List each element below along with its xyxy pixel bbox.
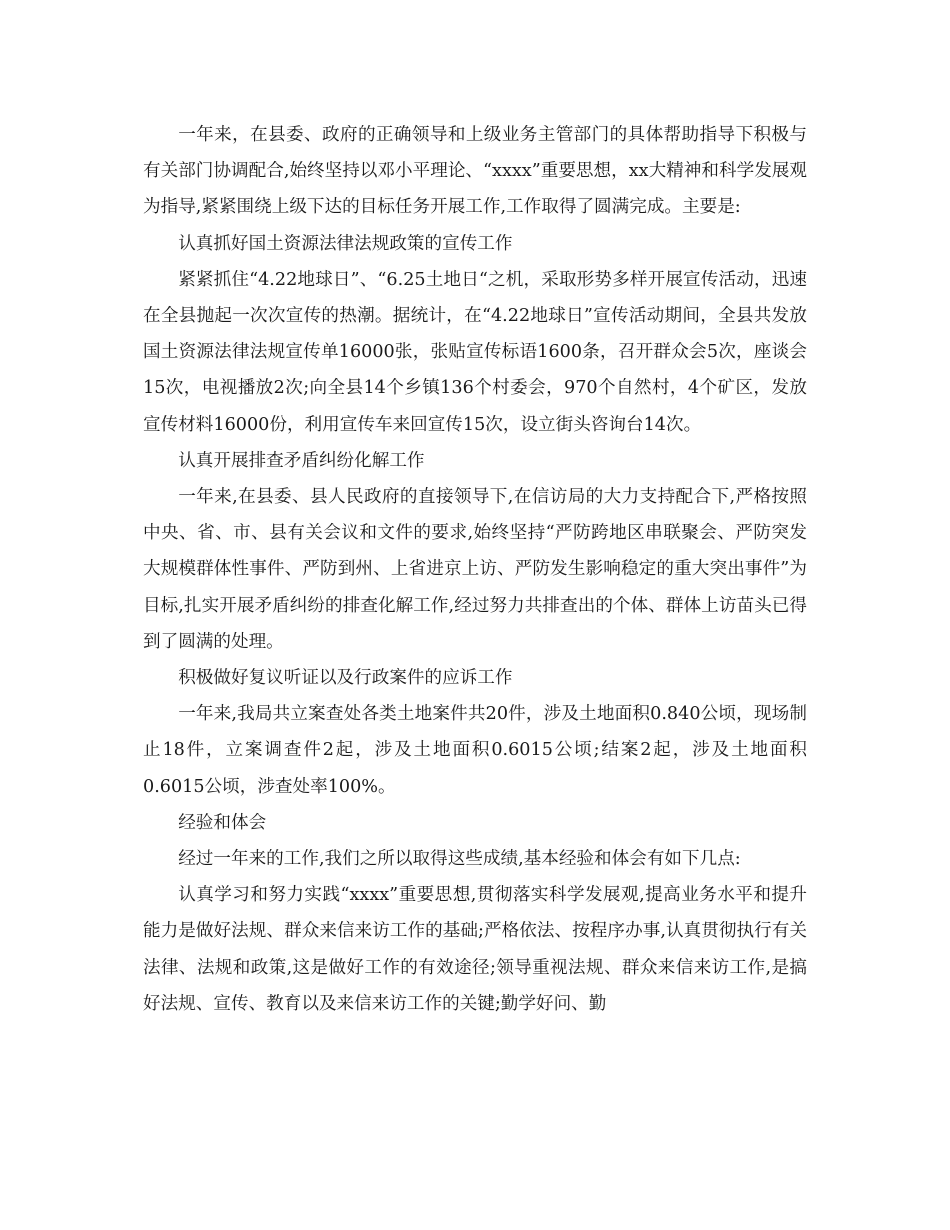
section-heading-publicity: 认真抓好国土资源法律法规政策的宣传工作 <box>178 233 513 254</box>
section-heading-review: 积极做好复议听证以及行政案件的应诉工作 <box>178 668 513 689</box>
disputes-paragraph: 一年来,在县委、县人民政府的直接领导下,在信访局的大力支持配合下,严格按照中央、省、市、县有关会议和文件的要求,始终坚持“严防跨地区串联聚会、严防突发大规模群体性事件、严防到州、上省进京上访、严防发生影响稳定的重大突出事件”为目标,扎实开展矛盾纠纷的排查化解工作,经过努力共排查出的个体、群体上访苗头已得到了圆满的处理。 <box>143 487 807 652</box>
section-heading-experience: 经验和体会 <box>178 812 267 833</box>
publicity-paragraph: 紧紧抓住“4.22地球日”、“6.25土地日“之机，采取形势多样开展宣传活动，迅速在全县抛起一次次宣传的热潮。据统计，在“4.22地球日”宣传活动期间，全县共发放国土资源法律法规宣传单16000张，张贴宣传标语1600条，召开群众会5次，座谈会15次，电视播放2次;向全县14个乡镇136个村委会，970个自然村，4个矿区，发放宣传材料16000份，利用宣传车来回宣传15次，设立街头咨询台14次。 <box>143 269 807 435</box>
document-body <box>143 117 807 1022</box>
experience-paragraph: 认真学习和努力实践“xxxx”重要思想,贯彻落实科学发展观,提高业务水平和提升能力是做好法规、群众来信来访工作的基础;严格依法、按程序办事,认真贯彻执行有关法律、法规和政策,这是做好工作的有效途径;领导重视法规、群众来信来访工作,是搞好法规、宣传、教育以及来信来访工作的关键;勤学好问、勤 <box>143 885 807 1014</box>
review-paragraph: 一年来,我局共立案查处各类土地案件共20件，涉及土地面积0.840公顷，现场制止18件，立案调查件2起，涉及土地面积0.6015公顷;结案2起，涉及土地面积0.6015公顷，涉查处率100%。 <box>143 704 807 797</box>
section-heading-disputes: 认真开展排查矛盾纠纷化解工作 <box>178 450 425 471</box>
experience-intro-paragraph: 经过一年来的工作,我们之所以取得这些成绩,基本经验和体会有如下几点: <box>178 849 741 870</box>
intro-paragraph: 一年来，在县委、政府的正确领导和上级业务主管部门的具体帮助指导下积极与有关部门协调配合,始终坚持以邓小平理论、“xxxx”重要思想，xx大精神和科学发展观为指导,紧紧围绕上级下达的目标任务开展工作,工作取得了圆满完成。主要是: <box>143 125 807 218</box>
